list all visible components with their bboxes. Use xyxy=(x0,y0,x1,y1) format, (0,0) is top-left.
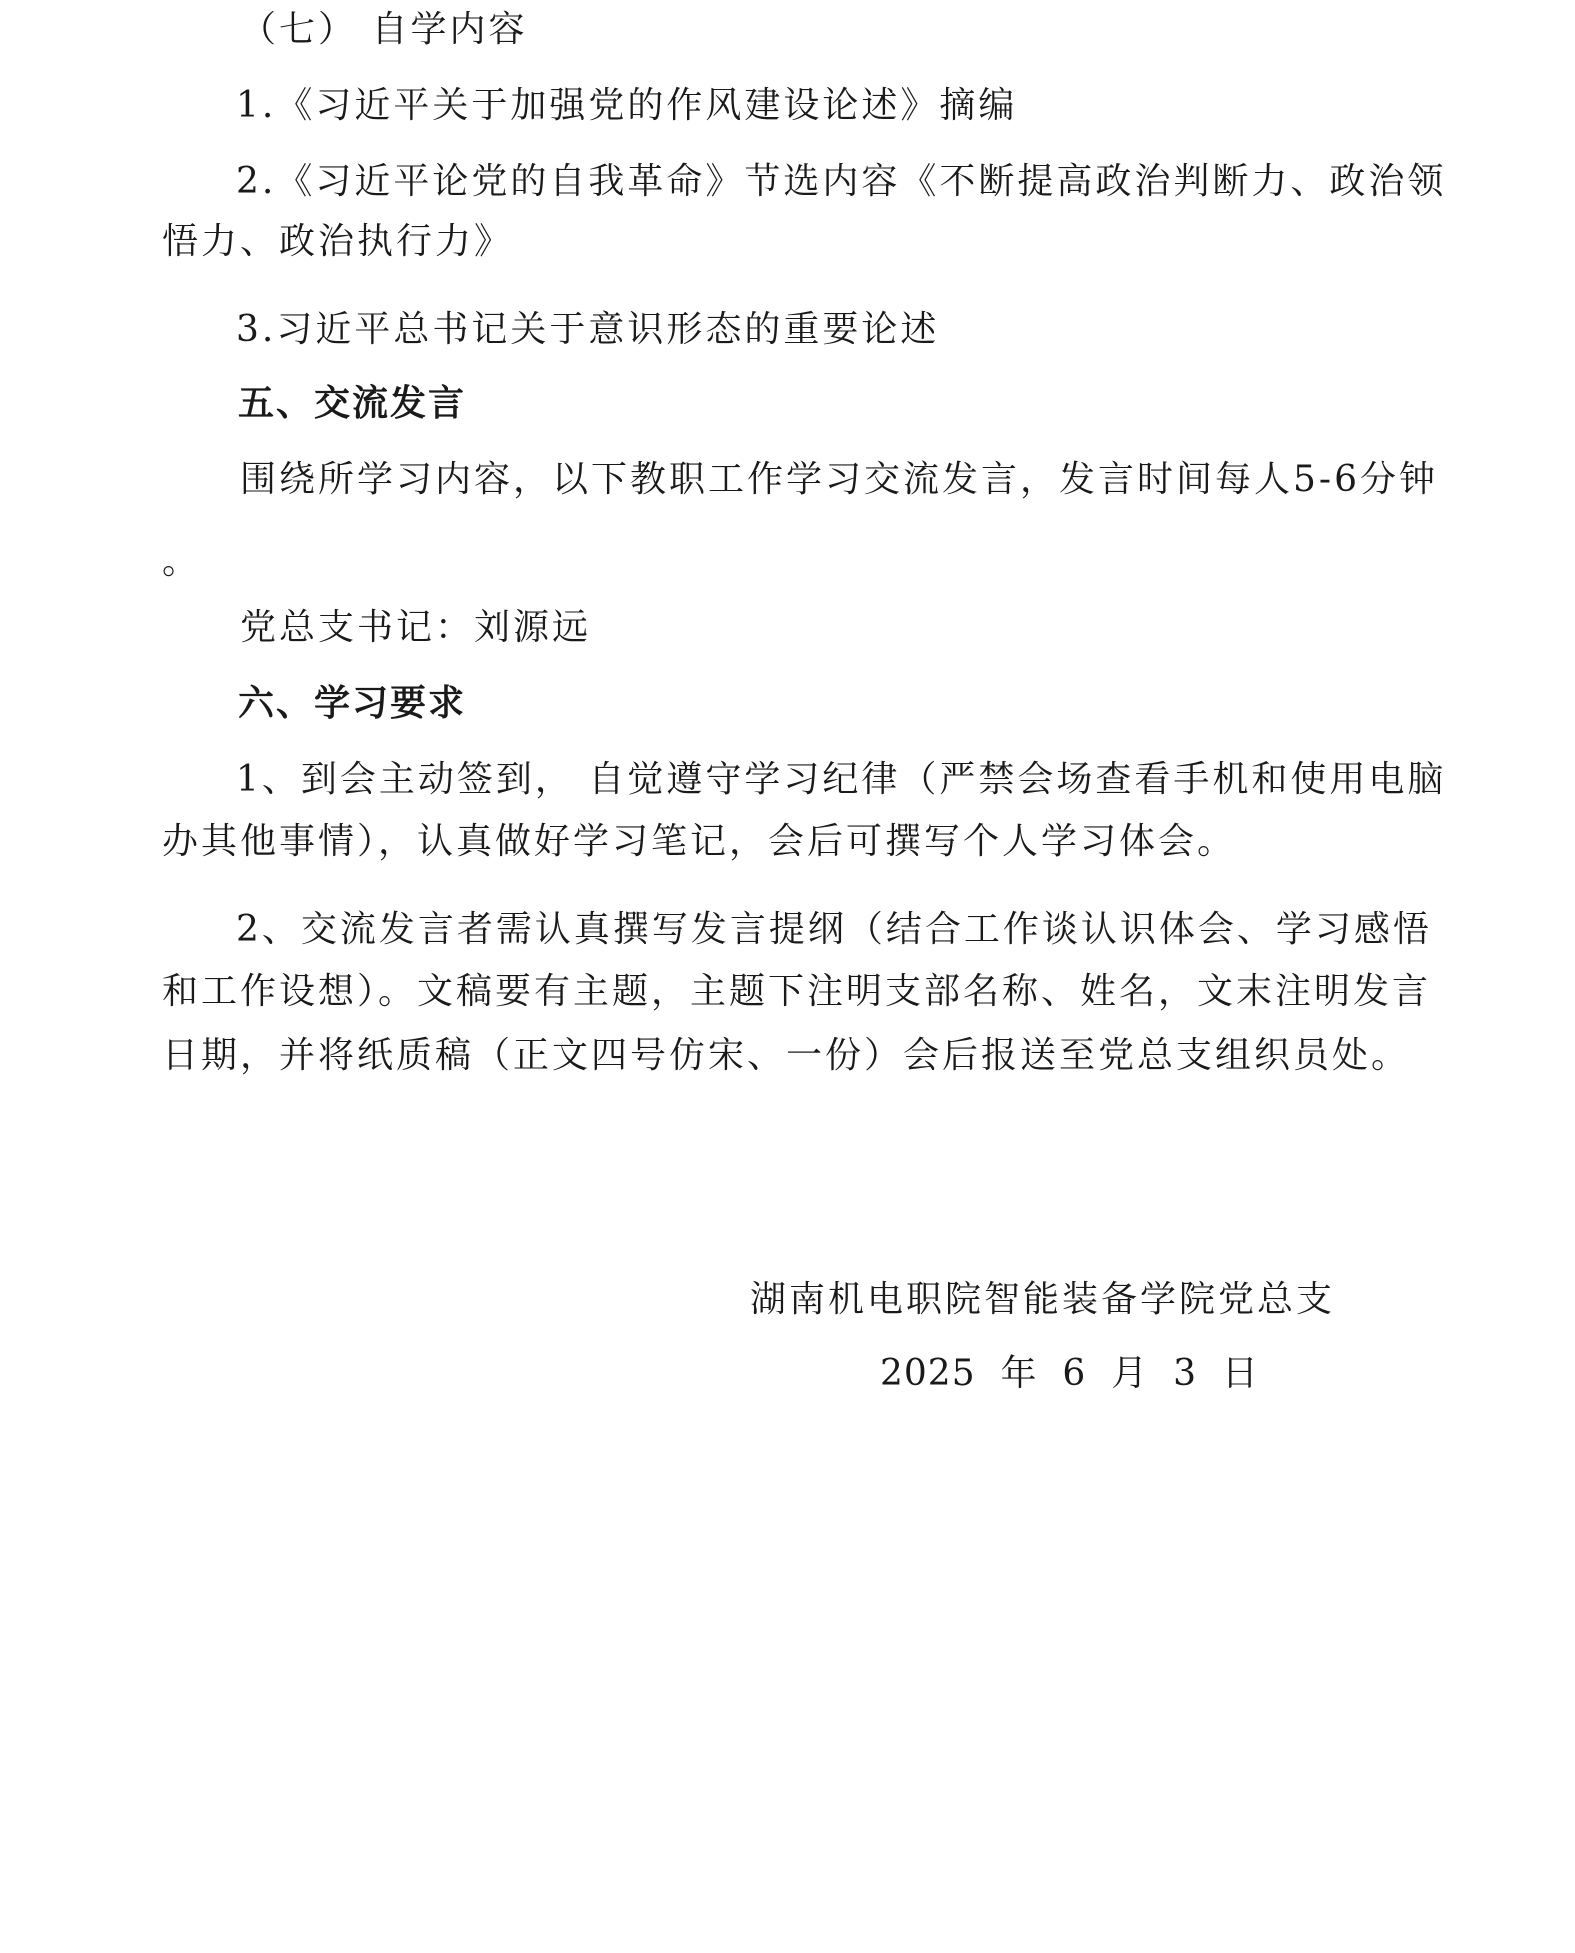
date-day-unit: 日 xyxy=(1221,1353,1259,1394)
requirement-2-line-2: 和工作设想）。文稿要有主题，主题下注明支部名称、姓名，文末注明发言 xyxy=(162,971,1432,1012)
section-5-speaker: 党总支书记：刘源远 xyxy=(240,607,592,648)
self-study-item-1: 1.《习近平关于加强党的作风建设论述》摘编 xyxy=(236,85,1018,126)
section-5-paragraph-line-2: 。 xyxy=(162,541,202,582)
signature-date xyxy=(880,1352,1259,1396)
signature-organization: 湖南机电职院智能装备学院党总支 xyxy=(750,1279,1336,1320)
date-day: 3 xyxy=(1173,1353,1198,1394)
self-study-item-2-line-1: 2.《习近平论党的自我革命》节选内容《不断提高政治判断力、政治领 xyxy=(236,161,1447,202)
requirement-2-line-3: 日期，并将纸质稿（正文四号仿宋、一份）会后报送至党总支组织员处。 xyxy=(162,1035,1411,1076)
requirement-1-line-1: 1、到会主动签到， 自觉遵守学习纪律（严禁会场查看手机和使用电脑 xyxy=(236,759,1447,800)
section-5-heading: 五、交流发言 xyxy=(238,383,467,424)
requirement-2-line-1: 2、交流发言者需认真撰写发言提纲（结合工作谈认识体会、学习感悟 xyxy=(236,909,1432,950)
section-6-heading: 六、学习要求 xyxy=(238,683,467,724)
date-year-unit: 年 xyxy=(1000,1353,1038,1394)
requirement-1-line-2: 办其他事情），认真做好学习笔记，会后可撰写个人学习体会。 xyxy=(162,821,1237,862)
self-study-heading: （七） 自学内容 xyxy=(240,9,528,50)
date-month-unit: 月 xyxy=(1111,1353,1149,1394)
self-study-item-3: 3.习近平总书记关于意识形态的重要论述 xyxy=(236,309,940,350)
date-month: 6 xyxy=(1062,1353,1087,1394)
section-5-paragraph-line-1: 围绕所学习内容，以下教职工作学习交流发言，发言时间每人5-6分钟 xyxy=(240,459,1438,500)
date-year: 2025 xyxy=(880,1353,976,1394)
self-study-item-2-line-2: 悟力、政治执行力》 xyxy=(162,221,514,262)
